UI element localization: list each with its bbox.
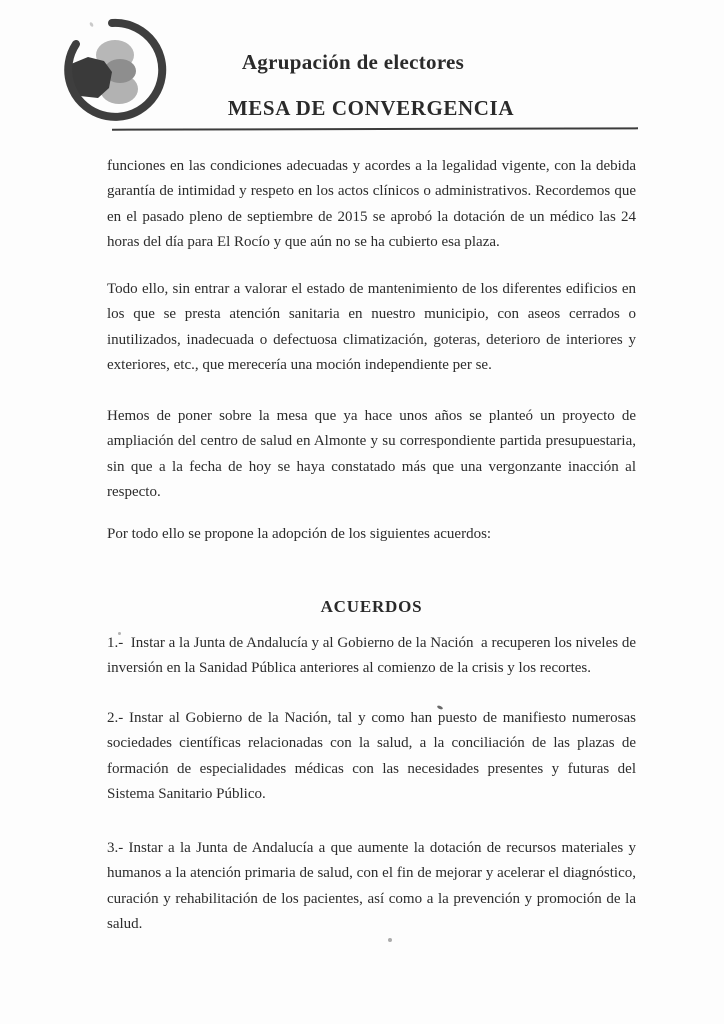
paragraph-line: inutilizados, inadecuada o defectuosa climatización, goteras, deterioro de interiores y: [107, 331, 636, 348]
scan-speck: [118, 632, 121, 635]
paragraph-line: inversión en la Sanidad Pública anteriores al comienzo de la crisis y los recortes.: [107, 660, 592, 677]
paragraph-line: sin que a la fecha de hoy se haya constatado más que una vergonzante inacción al: [107, 458, 636, 475]
header-rule: [112, 127, 638, 130]
org-subtitle: MESA DE CONVERGENCIA: [227, 96, 515, 120]
paragraph-line: Sistema Sanitario Público.: [107, 785, 266, 802]
paragraph-line: Por todo ello se propone la adopción de los siguientes acuerdos:: [107, 526, 492, 542]
acuerdo-item-2: [107, 706, 636, 807]
paragraph-4: [107, 522, 636, 547]
paragraph-line: en el pasado pleno de septiembre de 2015 se aprobó la dotación de un médico las 24: [107, 208, 636, 225]
paragraph-line: sociedades científicas relacionadas con la salud, a la conciliación de las plazas de: [107, 735, 636, 752]
paragraph-line: ampliación del centro de salud en Almonte y su correspondiente partida presupuestaria,: [107, 433, 636, 450]
paragraph-line: formación de especialidades médicas con las necesidades presentes y futuras del: [107, 760, 636, 777]
paragraph-3: [107, 404, 636, 505]
paragraph-line: curación y rehabilitación de los pacientes, así como a la prevención y promoción de la: [107, 890, 636, 907]
paragraph-line: garantía de intimidad y respeto en los actos clínicos o administrativos. Recordemos que: [107, 183, 636, 200]
paragraph-2: [107, 277, 636, 378]
paragraph-line: salud.: [107, 915, 143, 932]
paragraph-line: 2.- Instar al Gobierno de la Nación, tal y como han puesto de manifiesto numerosas: [107, 710, 636, 726]
paragraph-line: 3.- Instar a la Junta de Andalucía a que aumente la dotación de recursos materiales y: [107, 840, 636, 856]
paragraph-line: respecto.: [107, 483, 161, 500]
paragraph-line: 1.- Instar a la Junta de Andalucía y al Gobierno de la Nación a recuperen los niveles de: [107, 635, 636, 651]
paragraph-line: exteriores, etc., que merecería una moción independiente per se.: [107, 356, 492, 373]
scan-speck: [388, 938, 392, 942]
paragraph-1: [107, 154, 636, 255]
acuerdos-heading: ACUERDOS: [320, 597, 423, 616]
paragraph-line: los que se presta atención sanitaria en nuestro municipio, con aseos cerrados o: [107, 306, 636, 323]
acuerdo-item-1: [107, 631, 636, 682]
paragraph-line: horas del día para El Rocío y que aún no se ha cubierto esa plaza.: [107, 233, 500, 250]
paragraph-line: Todo ello, sin entrar a valorar el estado de mantenimiento de los diferentes edificios en: [107, 281, 636, 297]
acuerdo-item-3: [107, 836, 636, 937]
org-title: Agrupación de electores: [241, 50, 465, 74]
paragraph-line: humanos a la atención primaria de salud, con el fin de mejorar y acelerar el diagnóstico,: [107, 865, 636, 882]
paragraph-line: Hemos de poner sobre la mesa que ya hace unos años se planteó un proyecto de: [107, 408, 636, 424]
paragraph-line: funciones en las condiciones adecuadas y acordes a la legalidad vigente, con la debida: [107, 158, 636, 174]
